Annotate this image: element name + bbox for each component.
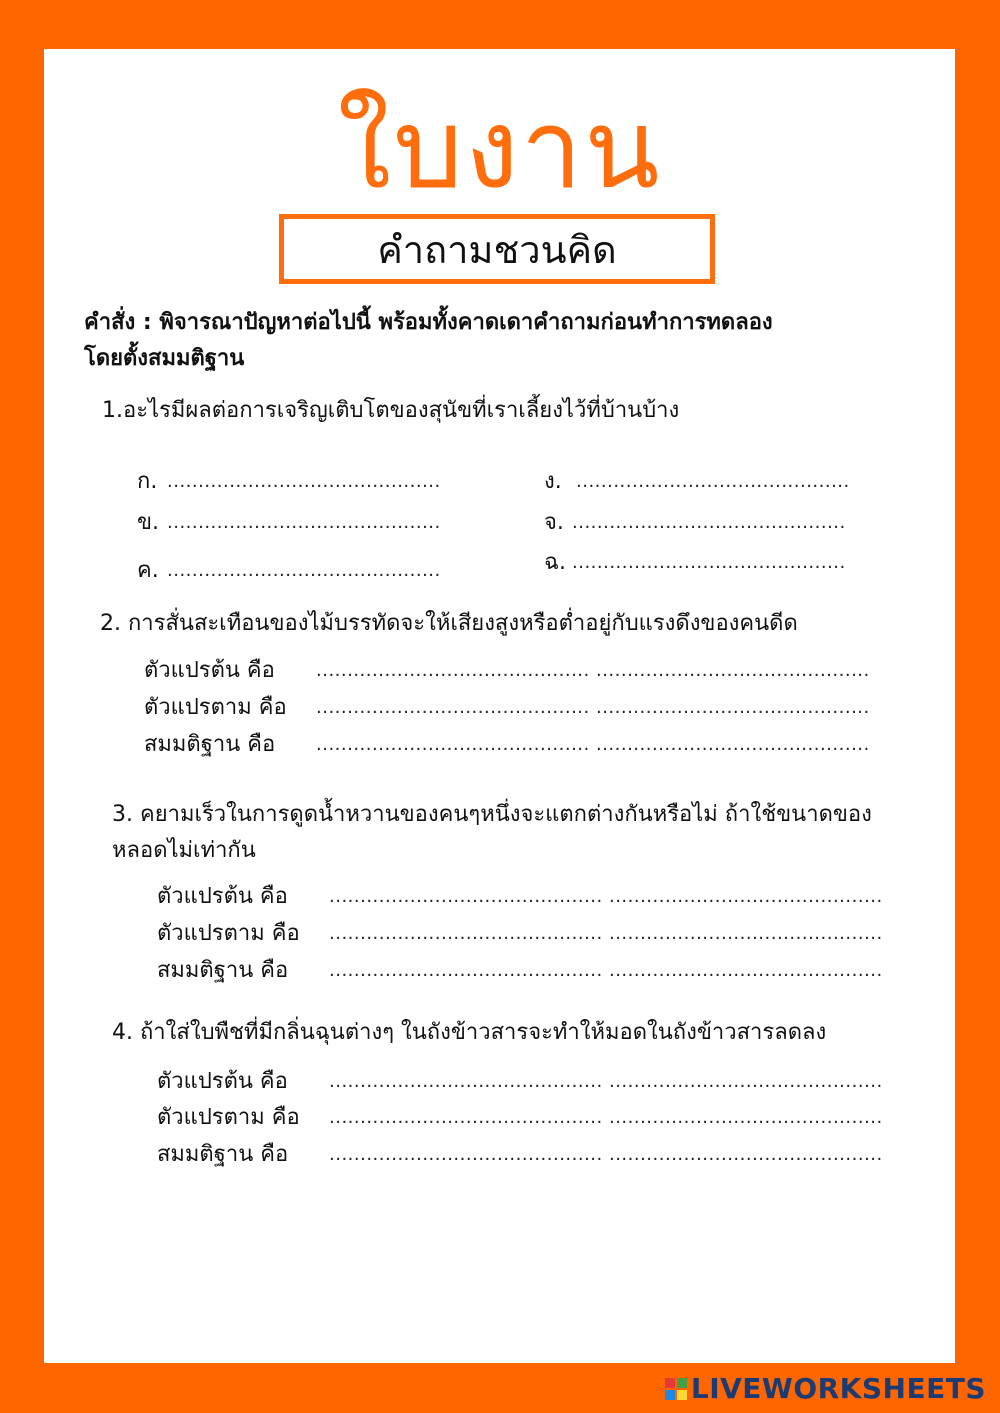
hypothesis-label: สมมติฐาน คือ [157, 1142, 289, 1167]
logo-text: LIVEWORKSHEETS [690, 1372, 986, 1405]
dependent-label: ตัวแปรตาม คือ [157, 1105, 300, 1130]
q1-option-a[interactable] [137, 464, 441, 500]
hypothesis-label: สมมติฐาน คือ [144, 732, 276, 757]
answer-blank[interactable]: ............................................ [572, 512, 846, 533]
q1-option-c[interactable] [137, 553, 441, 589]
answer-blank[interactable]: ............................................ [572, 552, 846, 573]
answer-blank[interactable]: ............................................ ............................................ [329, 1071, 883, 1092]
question-3-line-1: 3. คยามเร็วในการดูดน้ำหวานของคนๆหนึ่งจะแตกต่างกันหรือไม่ ถ้าใช้ขนาดของ [112, 802, 872, 827]
answer-blank[interactable]: ............................................ [167, 471, 441, 492]
answer-blank[interactable]: ............................................ [576, 471, 850, 492]
page-title: ใบงาน [337, 85, 662, 213]
q2-hypothesis-row[interactable] [144, 727, 870, 763]
question-3-line-2: หลอดไม่เท่ากัน [112, 838, 256, 863]
dependent-label: ตัวแปรตาม คือ [144, 695, 287, 720]
q3-hypothesis-row[interactable] [157, 953, 883, 989]
q1-option-f[interactable] [544, 545, 846, 581]
answer-blank[interactable]: ............................................ ............................................ [316, 660, 870, 681]
option-label: ง. [544, 469, 562, 494]
q3-independent-row[interactable] [157, 879, 883, 915]
option-label: ฉ. [544, 550, 566, 575]
logo-square-icon [665, 1378, 675, 1388]
subtitle-box [279, 214, 715, 284]
instruction [84, 305, 884, 377]
answer-blank[interactable]: ............................................ ............................................ [329, 1144, 883, 1165]
q2-dependent-row[interactable] [144, 690, 870, 726]
answer-blank[interactable]: ............................................ [167, 560, 441, 581]
instruction-line-2: โดยตั้งสมมติฐาน [84, 346, 245, 371]
subtitle-text: คำถามชวนคิด [377, 227, 617, 272]
option-label: ข. [137, 510, 160, 535]
independent-label: ตัวแปรต้น คือ [157, 1069, 288, 1094]
logo-square-icon [677, 1390, 687, 1400]
logo-square-icon [677, 1378, 687, 1388]
liveworksheets-logo[interactable] [665, 1372, 986, 1405]
answer-blank[interactable]: ............................................ ............................................ [316, 734, 870, 755]
option-label: จ. [544, 510, 564, 535]
q3-dependent-row[interactable] [157, 916, 883, 952]
independent-label: ตัวแปรต้น คือ [144, 658, 275, 683]
q1-option-e[interactable] [544, 505, 846, 541]
q1-option-b[interactable] [137, 505, 441, 541]
answer-blank[interactable]: ............................................ ............................................ [329, 960, 883, 981]
option-label: ก. [137, 469, 158, 494]
answer-blank[interactable]: ............................................ ............................................ [329, 923, 883, 944]
question-4: 4. ถ้าใส่ใบพืชที่มีกลิ่นฉุนต่างๆ ในถังข้าวสารจะทำให้มอดในถังข้าวสารลดลง [112, 1020, 827, 1045]
instruction-line-1: คำสั่ง : พิจารณาปัญหาต่อไปนี้ พร้อมทั้งคาดเดาคำถามก่อนทำการทดลอง [84, 310, 773, 335]
option-label: ค. [137, 558, 159, 583]
answer-blank[interactable]: ............................................ ............................................ [316, 697, 870, 718]
dependent-label: ตัวแปรตาม คือ [157, 921, 300, 946]
worksheet-page [44, 49, 955, 1363]
q4-dependent-row[interactable] [157, 1100, 883, 1136]
answer-blank[interactable]: ............................................ [167, 512, 441, 533]
q2-independent-row[interactable] [144, 653, 870, 689]
q1-option-d[interactable] [544, 464, 850, 500]
logo-mark-icon [665, 1378, 687, 1400]
q4-independent-row[interactable] [157, 1064, 883, 1100]
answer-blank[interactable]: ............................................ ............................................ [329, 1107, 883, 1128]
q4-hypothesis-row[interactable] [157, 1137, 883, 1173]
answer-blank[interactable]: ............................................ ............................................ [329, 886, 883, 907]
hypothesis-label: สมมติฐาน คือ [157, 958, 289, 983]
question-2: 2. การสั่นสะเทือนของไม้บรรทัดจะให้เสียงสูงหรือต่ำอยู่กับแรงดึงของคนดีด [100, 611, 798, 636]
independent-label: ตัวแปรต้น คือ [157, 884, 288, 909]
logo-square-icon [665, 1390, 675, 1400]
question-1: 1.อะไรมีผลต่อการเจริญเติบโตของสุนัขที่เราเลี้ยงไว้ที่บ้านบ้าง [102, 398, 680, 423]
